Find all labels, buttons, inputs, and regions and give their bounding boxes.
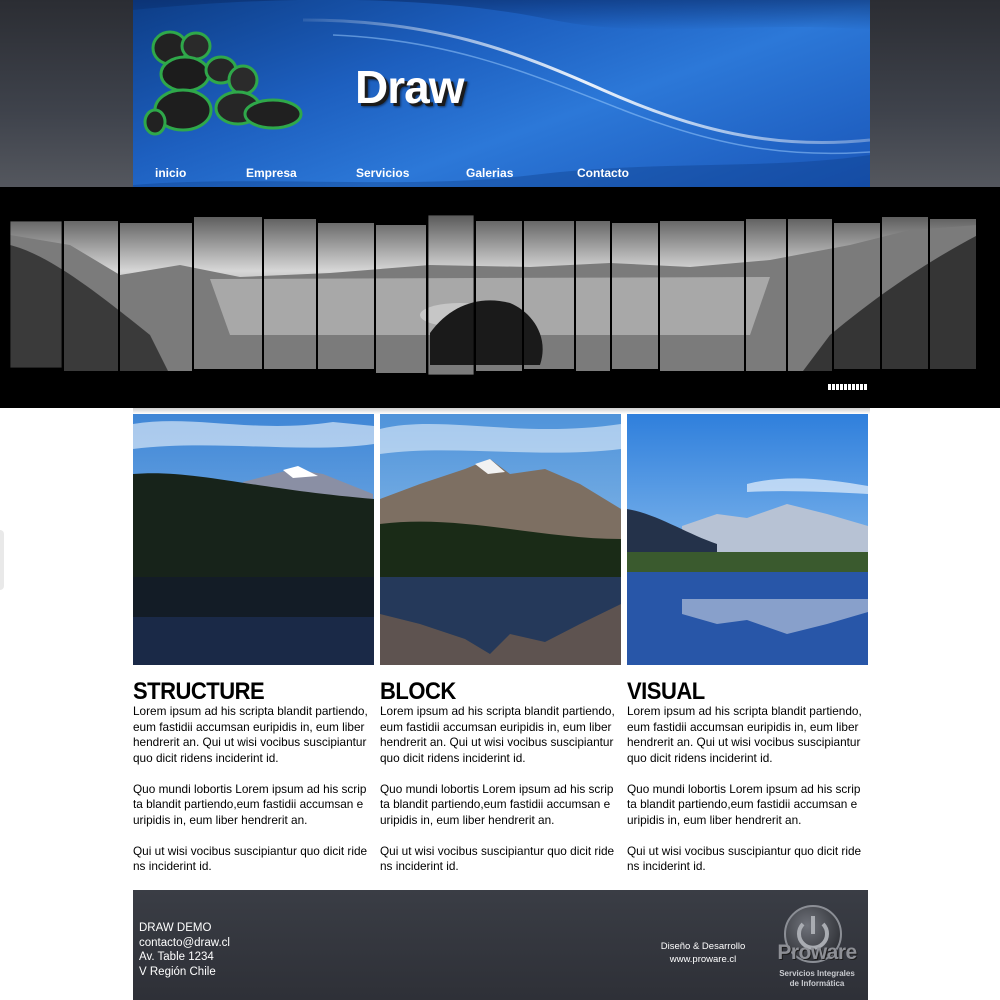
- credit-block: [653, 940, 753, 966]
- nav-item-galerias[interactable]: Galerias: [466, 166, 514, 180]
- credit-label: Diseño & Desarrollo: [660, 941, 746, 952]
- mountain-lake-photo-3: [627, 414, 868, 665]
- contact-block: [139, 921, 230, 979]
- column-paragraph: Quo mundi lobortis Lorem ipsum ad his scrip ta blandit partiendo,eum fastidii accumsan e uripidis in, eum liber hendrerit an.: [133, 781, 367, 827]
- nav-item-empresa[interactable]: Empresa: [246, 166, 297, 180]
- gallery-pager-dots[interactable]: [828, 384, 868, 390]
- proware-tagline-line-2: de Informática: [789, 979, 845, 988]
- column-paragraph: Quo mundi lobortis Lorem ipsum ad his scrip ta blandit partiendo,eum fastidii accumsan e uripidis in, eum liber hendrerit an.: [380, 781, 614, 827]
- side-tab: [0, 530, 4, 590]
- column-paragraph: Qui ut wisi vocibus suscipiantur quo dicit ride ns inciderint id.: [627, 843, 862, 873]
- site-header: [133, 0, 870, 187]
- column-title: STRUCTURE: [133, 676, 265, 705]
- main-nav: [133, 166, 870, 186]
- footer-address: Av. Table 1234: [139, 951, 214, 963]
- panorama-strip-image: [10, 215, 978, 375]
- column-paragraph: Quo mundi lobortis Lorem ipsum ad his scrip ta blandit partiendo,eum fastidii accumsan e uripidis in, eum liber hendrerit an.: [627, 781, 861, 827]
- column-block: [380, 414, 621, 890]
- column-visual: [627, 414, 868, 890]
- mountain-lake-photo-2: [380, 414, 621, 665]
- credit-url-link[interactable]: www.proware.cl: [669, 954, 737, 965]
- brand-name: Draw: [355, 61, 464, 113]
- mountain-lake-photo-1: [133, 414, 374, 665]
- column-structure: [133, 414, 374, 890]
- column-title: VISUAL: [627, 676, 705, 705]
- column-paragraph: Lorem ipsum ad his scripta blandit partiendo, eum fastidii accumsan euripidis in, eum liber hendrerit an. Qui ut wisi vocibus suscipiantur quo dicit ridens inciderint id.: [627, 704, 862, 765]
- column-paragraph: Qui ut wisi vocibus suscipiantur quo dicit ride ns inciderint id.: [380, 843, 615, 873]
- footer-region: V Región Chile: [139, 965, 216, 978]
- nav-item-servicios[interactable]: Servicios: [356, 166, 410, 180]
- footer-site-name: DRAW DEMO: [139, 922, 212, 934]
- proware-tagline-line-1: Servicios Integrales: [779, 969, 855, 978]
- proware-tagline: [767, 969, 867, 989]
- column-paragraph: Qui ut wisi vocibus suscipiantur quo dicit ride ns inciderint id.: [133, 843, 368, 873]
- site-footer: [133, 890, 868, 1000]
- column-paragraph: Lorem ipsum ad his scripta blandit partiendo, eum fastidii accumsan euripidis in, eum liber hendrerit an. Qui ut wisi vocibus suscipiantur quo dicit ridens inciderint id.: [380, 704, 615, 765]
- nav-item-inicio[interactable]: inicio: [155, 166, 187, 180]
- proware-wordmark: Proware: [777, 941, 857, 964]
- footer-email-link[interactable]: contacto@draw.cl: [139, 936, 230, 949]
- column-paragraph: Lorem ipsum ad his scripta blandit partiendo, eum fastidii accumsan euripidis in, eum liber hendrerit an. Qui ut wisi vocibus suscipiantur quo dicit ridens inciderint id.: [133, 704, 368, 765]
- column-title: BLOCK: [380, 676, 456, 705]
- nav-item-contacto[interactable]: Contacto: [577, 166, 629, 180]
